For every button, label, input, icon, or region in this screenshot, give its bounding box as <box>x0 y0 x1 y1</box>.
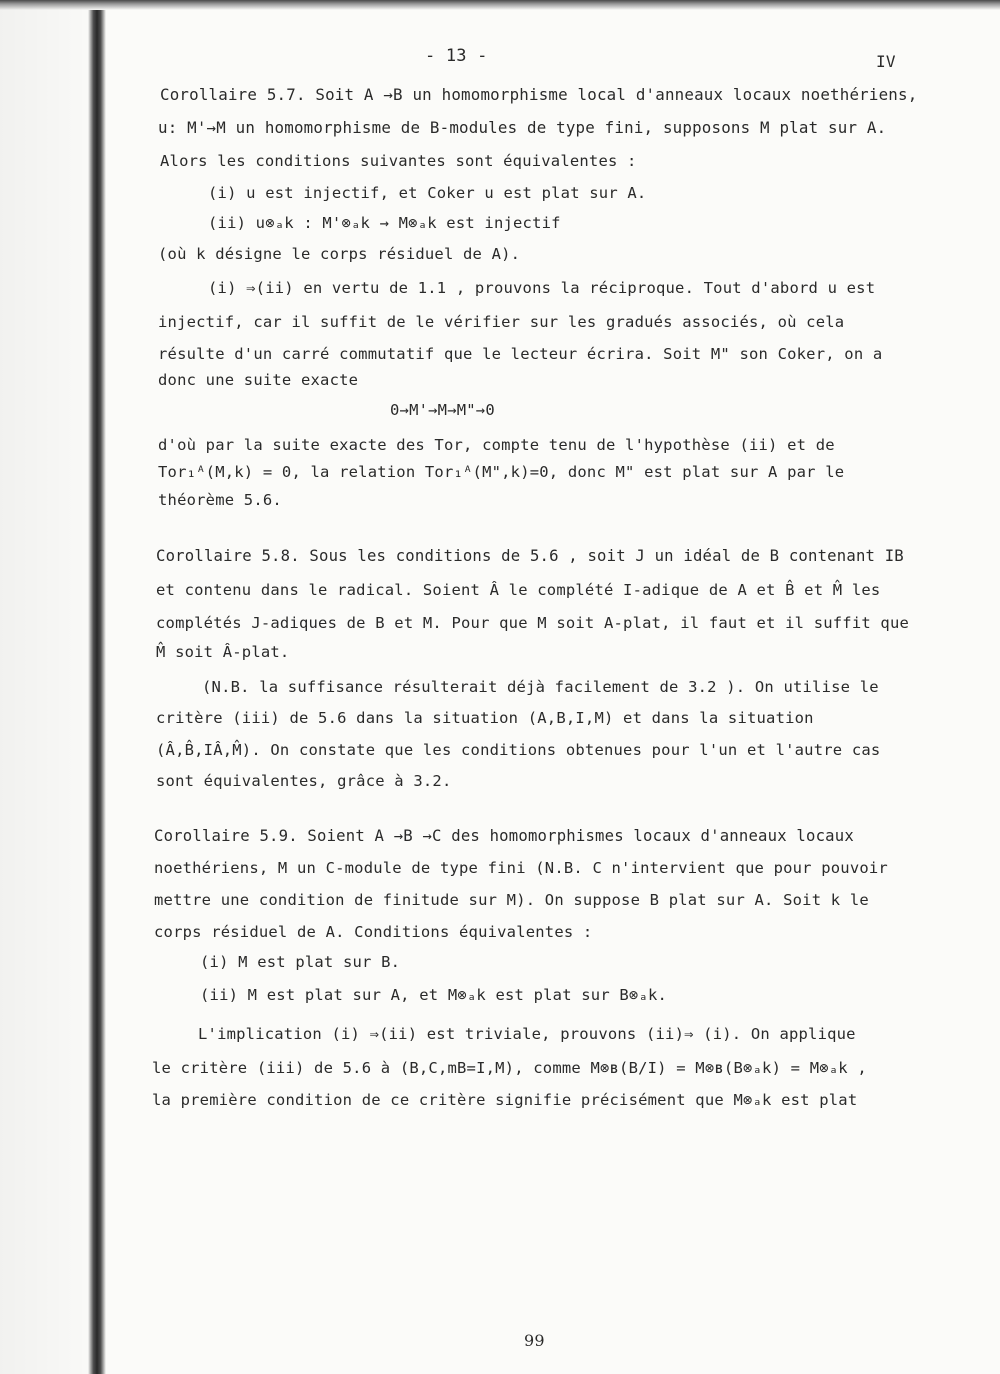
cor59-proof-line2: le critère (iii) de 5.6 à (B,C,mB=I,M), comme M⊗ʙ(B/I) = M⊗ʙ(B⊗ₐk) = M⊗ₐk , <box>152 1059 867 1077</box>
cor57-proof-line6: Tor₁ᴬ(M,k) = 0, la relation Tor₁ᴬ(M",k)=0, donc M" est plat sur A par le <box>158 463 845 481</box>
cor58-line4: M̂ soit Â-plat. <box>156 643 290 661</box>
cor58-line3: complétés J-adiques de B et M. Pour que M soit A-plat, il faut et il suffit que <box>156 614 910 632</box>
page-number: 99 <box>524 1331 545 1350</box>
chapter-number: IV <box>876 52 896 71</box>
cor58-nb-line4: sont équivalentes, grâce à 3.2. <box>156 772 452 790</box>
cor57-condition-ii: (ii) u⊗ₐk : M'⊗ₐk → M⊗ₐk est injectif <box>208 214 561 232</box>
cor59-line3: mettre une condition de finitude sur M). On suppose B plat sur A. Soit k le <box>154 891 869 909</box>
cor58-nb-line3: (Â,B̂,IÂ,M̂). On constate que les conditions obtenues pour l'un et l'autre cas <box>156 741 881 759</box>
cor59-line2: noethériens, M un C-module de type fini (N.B. C n'intervient que pour pouvoir <box>154 859 888 877</box>
cor57-proof-line3: résulte d'un carré commutatif que le lecteur écrira. Soit M" son Coker, on a <box>158 345 883 363</box>
cor59-condition-i: (i) M est plat sur B. <box>200 953 401 971</box>
cor57-condition-i: (i) u est injectif, et Coker u est plat sur A. <box>208 184 647 202</box>
page-marker: - 13 - <box>425 46 488 66</box>
cor57-line2: u: M'→M un homomorphisme de B-modules de type fini, supposons M plat sur A. <box>158 118 887 137</box>
cor58-line2: et contenu dans le radical. Soient Â le complété I-adique de A et B̂ et M̂ les <box>156 581 881 599</box>
cor57-residue-note: (où k désigne le corps résiduel de A). <box>158 245 521 263</box>
cor59-condition-ii: (ii) M est plat sur A, et M⊗ₐk est plat sur B⊗ₐk. <box>200 986 668 1004</box>
exact-sequence: 0→M'→M→M"→0 <box>390 401 495 419</box>
cor59-proof-line3: la première condition de ce critère signifie précisément que M⊗ₐk est plat <box>152 1091 858 1109</box>
cor58-line1: Corollaire 5.8. Sous les conditions de 5.6 , soit J un idéal de B contenant IB <box>156 547 904 565</box>
cor57-proof-line2: injectif, car il suffit de le vérifier sur les gradués associés, où cela <box>158 313 845 331</box>
cor59-line4: corps résiduel de A. Conditions équivalentes : <box>154 923 593 941</box>
cor58-nb-line2: critère (iii) de 5.6 dans la situation (A,B,I,M) et dans la situation <box>156 709 814 727</box>
cor57-line1: Corollaire 5.7. Soit A →B un homomorphisme local d'anneaux locaux noethériens, <box>160 85 918 104</box>
top-edge-shadow <box>0 0 1000 10</box>
cor57-proof-line1: (i) ⇒(ii) en vertu de 1.1 , prouvons la réciproque. Tout d'abord u est <box>208 279 876 297</box>
binding-spine <box>88 10 106 1374</box>
cor57-proof-line5: d'où par la suite exacte des Tor, compte tenu de l'hypothèse (ii) et de <box>158 436 835 454</box>
cor58-nb-line1: (N.B. la suffisance résulterait déjà facilement de 3.2 ). On utilise le <box>202 678 879 696</box>
cor57-proof-line7: théorème 5.6. <box>158 491 282 509</box>
cor57-proof-line4: donc une suite exacte <box>158 371 359 389</box>
cor57-line3: Alors les conditions suivantes sont équivalentes : <box>160 152 637 170</box>
cor59-line1: Corollaire 5.9. Soient A →B →C des homomorphismes locaux d'anneaux locaux <box>154 827 854 845</box>
cor59-proof-line1: L'implication (i) ⇒(ii) est triviale, prouvons (ii)⇒ (i). On applique <box>198 1025 856 1043</box>
